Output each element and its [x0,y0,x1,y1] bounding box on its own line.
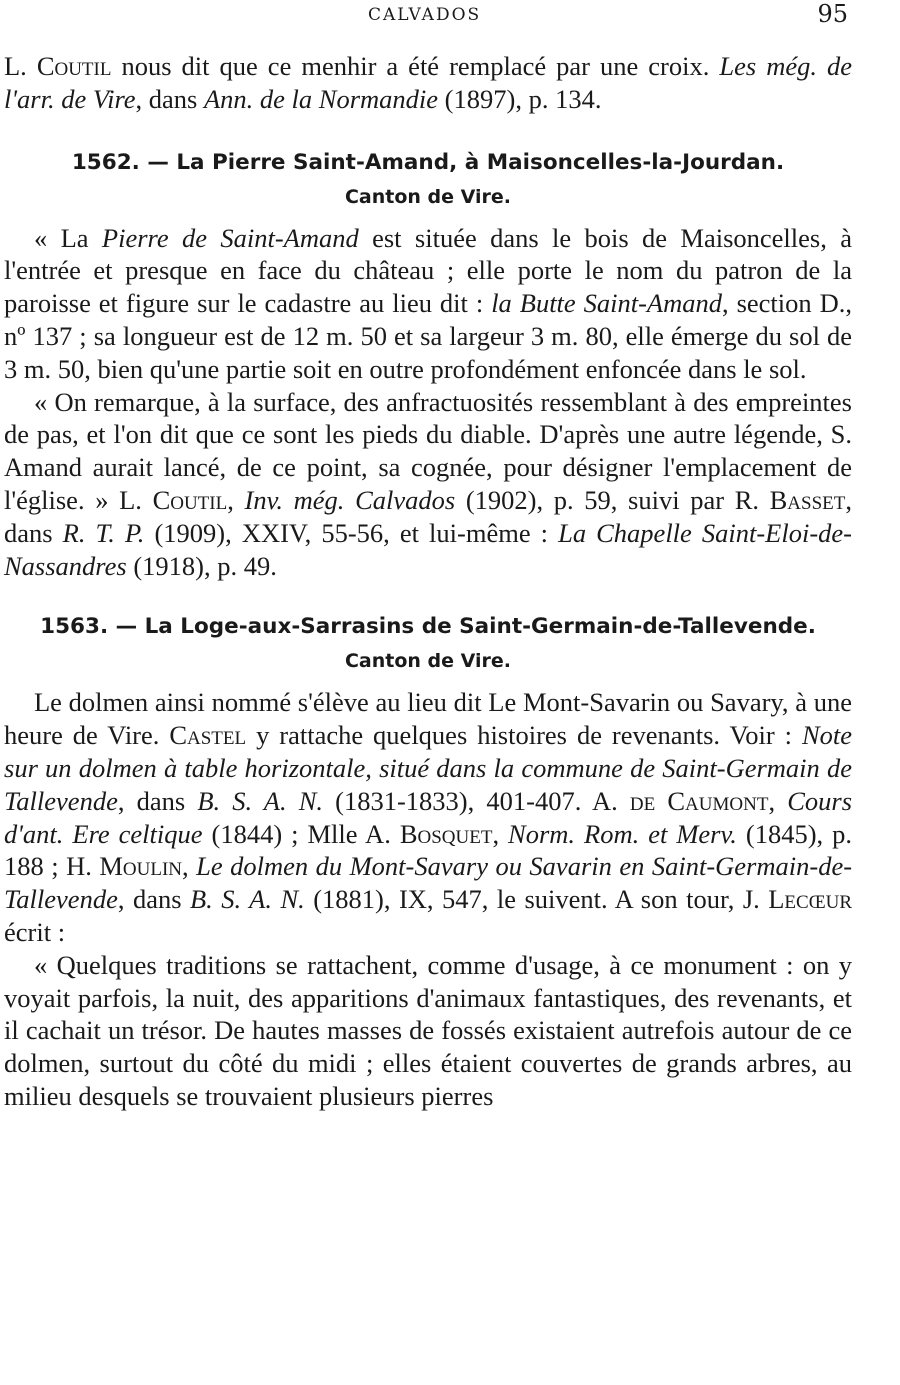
entry-1563-paragraph-2: « Quelques traditions se rattachent, comme d'usage, à ce monument : on y voyait parfois, la nuit, des apparitions d'animaux fantastiques, des revenants, et il cachait un trésor. De hautes masses de fossés existaient autrefois autour de ce dolmen, surtout du côté du midi ; elles étaient couvertes de grands arbres, au milieu desquels se trouvaient plusieurs pierres [4,949,852,1111]
entry-1563-title: 1563. — La Loge-aux-Sarrasins de Saint-Germain-de-Tallevende. [40,614,816,640]
entry-1562-canton: Canton de Vire. [344,185,512,208]
author-name: L. Coutil [4,51,112,81]
journal-title: Ann. de la Normandie [203,83,439,114]
entry-1563-paragraph-1: Le dolmen ainsi nommé s'élève au lieu dit Le Mont-Savarin ou Savary, à une heure de Vire. Castel y rattache quelques histoires de revenants. Voir : Note sur un dolmen à table horizontale, situé dans la commune de Saint-Germain de Tallevende, dans B. S. A. N. (1831-1833), 401-407. A. de Caumont, Cours d'ant. Ere celtique (1844) ; Mlle A. Bosquet, Norm. Rom. et Merv. (1845), p. 188 ; H. Moulin, Le dolmen du Mont-Savary ou Savarin en Saint-Germain-de-Tallevende, dans B. S. A. N. (1881), IX, 547, le suivent. A son tour, J. Lecœur écrit : [4,687,853,947]
page-body [4,50,852,1113]
entry-1562-title: 1562. — La Pierre Saint-Amand, à Maisoncelles-la-Jourdan. [71,149,785,175]
intro-paragraph: L. Coutil nous dit que ce menhir a été remplacé par une croix. Les még. de l'arr. de Vire, dans Ann. de la Normandie (1897), p. 134. [4,51,852,114]
entry-1562-paragraph-2: « On remarque, à la surface, des anfractuosités ressemblant à des empreintes de pas, et l'on dit que ce sont les pieds du diable. D'après une autre légende, S. Amand aurait lancé, de ce point, sa cognée, pour désigner l'emplacement de l'église. » L. Coutil, Inv. még. Calvados (1902), p. 59, suivi par R. Basset, dans R. T. P. (1909), XXIV, 55-56, et lui-même : La Chapelle Saint-Eloi-de-Nassandres (1918), p. 49. [4,386,852,581]
running-title: CALVADOS [368,5,482,25]
work-title: Les még. de l'arr. de Vire [4,51,852,114]
page-header [0,2,900,32]
entry-1563-canton: Canton de Vire. [344,650,512,673]
entry-1562-paragraph-1: « La Pierre de Saint-Amand est située dans le bois de Maisoncelles, à l'entrée et presque en face du château ; elle porte le nom du patron de la paroisse et figure sur le cadastre au lieu dit : la Butte Saint-Amand, section D., nº 137 ; sa longueur est de 12 m. 50 et sa largeur 3 m. 80, elle émerge du sol de 3 m. 50, bien qu'une partie soit en outre profondément enfoncée dans le sol. [4,222,852,384]
page-number: 95 [817,0,848,28]
